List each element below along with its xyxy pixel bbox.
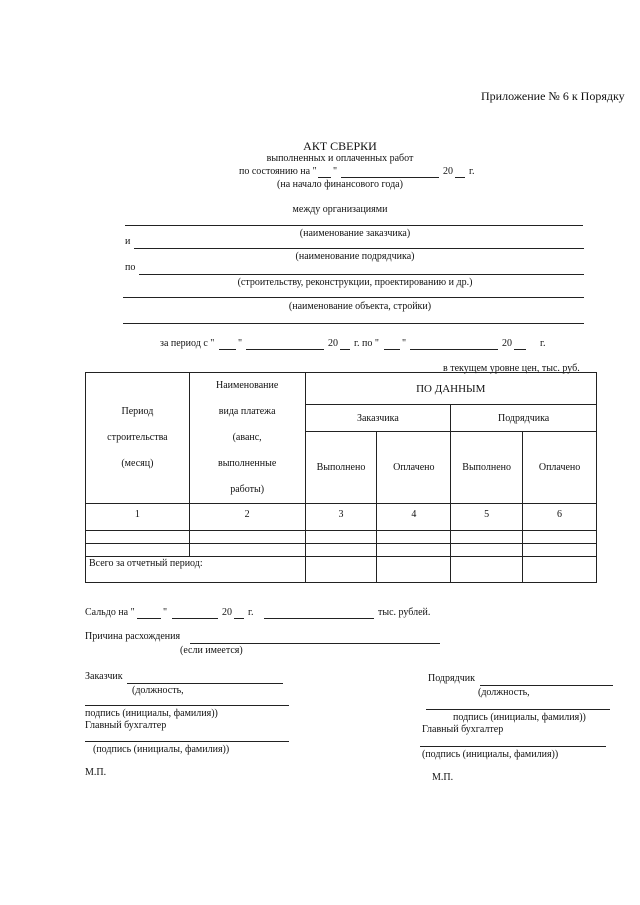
works-caption: (строительству, реконструкции, проектированию и др.) — [237, 277, 473, 288]
table-row — [86, 544, 597, 557]
stamp-left: М.П. — [85, 767, 107, 778]
by-label: по — [125, 262, 136, 273]
object-line-2 — [123, 323, 584, 324]
stamp-right: М.П. — [432, 772, 454, 783]
contractor-done-header: Выполнено — [451, 432, 523, 504]
contractor-paid-header: Оплачено — [523, 432, 597, 504]
reason-note: (если имеется) — [180, 645, 243, 656]
contractor-header: Подрядчика — [451, 405, 597, 432]
customer-paid-header: Оплачено — [377, 432, 451, 504]
column-numbers-row: 1 2 3 4 5 6 — [86, 504, 597, 531]
by-data-header: ПО ДАННЫМ — [305, 373, 596, 405]
price-level-note: в текущем уровне цен, тыс. руб. — [443, 363, 580, 374]
fiscal-note: (на начало финансового года) — [277, 179, 403, 190]
customer-header: Заказчика — [305, 405, 451, 432]
reason-line — [190, 643, 440, 644]
object-caption: (наименование объекта, стройки) — [288, 301, 432, 312]
customer-caption: (наименование заказчика) — [299, 228, 411, 239]
reconciliation-table — [85, 372, 597, 583]
col-period-header: Период строительства (месяц) — [86, 373, 190, 504]
customer-line — [125, 225, 583, 226]
contractor-line — [134, 248, 584, 249]
contractor-caption: (наименование подрядчика) — [295, 251, 415, 262]
reason-label: Причина расхождения — [85, 631, 181, 642]
doc-title: АКТ СВЕРКИ — [303, 139, 377, 153]
col-payment-type-header: Наименование вида платежа (аванс, выполненные работы) — [189, 373, 305, 504]
table-row — [86, 531, 597, 544]
customer-done-header: Выполнено — [305, 432, 377, 504]
and-label: и — [125, 236, 131, 247]
doc-subtitle: выполненных и оплаченных работ — [266, 153, 414, 164]
between-label: между организациями — [292, 204, 388, 215]
total-row: Всего за отчетный период: — [86, 557, 597, 583]
object-line — [123, 297, 584, 298]
appendix-note: Приложение № 6 к Порядку — [481, 89, 625, 103]
works-line — [139, 274, 584, 275]
